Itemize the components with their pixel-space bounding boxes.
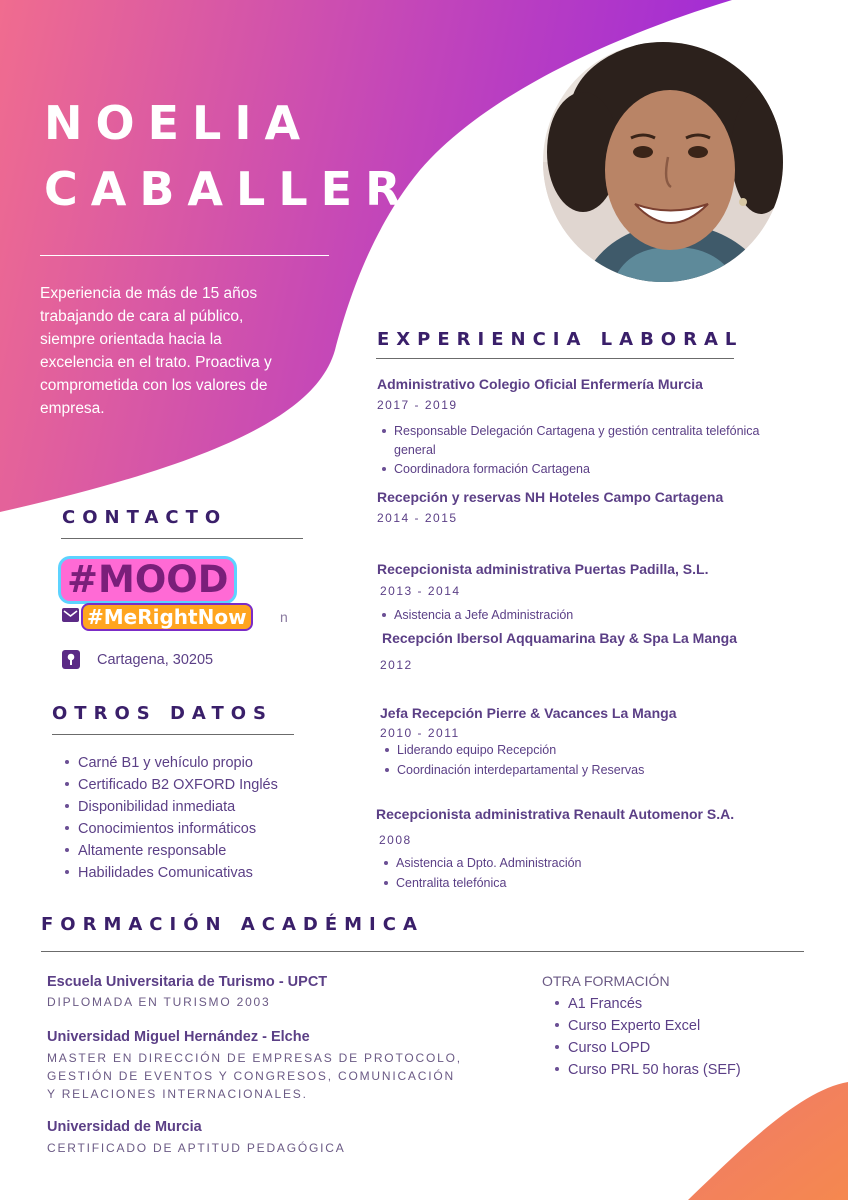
name-last: CABALLERO: [44, 162, 466, 216]
list-item: Disponibilidad inmediata: [65, 796, 278, 818]
job-bullet: Coordinación interdepartamental y Reservas: [385, 761, 644, 780]
job-years: 2013 - 2014: [380, 584, 461, 598]
otros-divider: [52, 734, 294, 735]
list-item: Carné B1 y vehículo propio: [65, 752, 278, 774]
job-years: 2010 - 2011: [380, 726, 460, 740]
other-training-list: [555, 993, 741, 1081]
contact-heading: CONTACTO: [62, 507, 228, 528]
education-degree: MASTER EN DIRECCIÓN DE EMPRESAS DE PROTOCOLO,: [47, 1051, 462, 1065]
job-bullet: Asistencia a Jefe Administración: [382, 606, 573, 625]
job-bullet: Liderando equipo Recepción: [385, 741, 556, 760]
job-bullet: Coordinadora formación Cartagena: [382, 460, 590, 479]
other-training-heading: OTRA FORMACIÓN: [542, 973, 670, 989]
job-bullet: Responsable Delegación Cartagena y gestión centralita telefónica: [382, 422, 760, 441]
list-item: Certificado B2 OXFORD Inglés: [65, 774, 278, 796]
job-title: Recepcionista administrativa Puertas Padilla, S.L.: [377, 561, 709, 577]
profile-summary: Experiencia de más de 15 años trabajando de cara al público, siempre orientada hacia la excelencia en el trato. Proactiva y comprometida con los valores de empresa.: [40, 285, 272, 417]
email-icon: [62, 608, 79, 627]
education-school: Universidad de Murcia: [47, 1119, 202, 1135]
otros-list: [65, 752, 278, 884]
list-item: Altamente responsable: [65, 840, 278, 862]
education-degree: DIPLOMADA EN TURISMO 2003: [47, 995, 271, 1009]
education-divider: [41, 951, 804, 952]
job-years: 2017 - 2019: [377, 398, 458, 412]
list-item: A1 Francés: [555, 993, 741, 1015]
profile-photo: [543, 42, 783, 282]
job-years: 2008: [379, 833, 412, 847]
list-item: Curso PRL 50 horas (SEF): [555, 1059, 741, 1081]
name-first: NOELIA: [44, 96, 314, 150]
email-text-tail: n: [280, 609, 288, 625]
list-item: Conocimientos informáticos: [65, 818, 278, 840]
job-title: Recepción Ibersol Aqquamarina Bay & Spa La Manga: [382, 630, 738, 646]
job-title: Administrativo Colegio Oficial Enfermería Murcia: [377, 376, 703, 392]
location-text: Cartagena, 30205: [97, 652, 214, 668]
location-pin-icon: [62, 650, 80, 674]
name-divider: [40, 255, 329, 256]
job-years: 2014 - 2015: [377, 511, 458, 525]
education-school: Escuela Universitaria de Turismo - UPCT: [47, 974, 328, 990]
job-bullet-continued: general: [394, 443, 436, 457]
otros-heading: OTROS DATOS: [52, 703, 273, 724]
contact-divider: [61, 538, 303, 539]
job-bullet: Asistencia a Dpto. Administración: [384, 854, 582, 873]
merightnow-sticker: #MeRightNow: [81, 603, 253, 631]
list-item: Curso Experto Excel: [555, 1015, 741, 1037]
job-bullet: Centralita telefónica: [384, 874, 506, 893]
job-years: 2012: [380, 658, 413, 672]
job-title: Jefa Recepción Pierre & Vacances La Manga: [380, 705, 677, 721]
bottom-corner-wave: [688, 1082, 848, 1200]
education-school: Universidad Miguel Hernández - Elche: [47, 1029, 310, 1045]
list-item: Curso LOPD: [555, 1037, 741, 1059]
experience-heading: EXPERIENCIA LABORAL: [377, 329, 744, 350]
list-item: Habilidades Comunicativas: [65, 862, 278, 884]
education-degree: CERTIFICADO DE APTITUD PEDAGÓGICA: [47, 1141, 346, 1155]
mood-sticker: #MOOD: [58, 556, 237, 604]
job-title: Recepcionista administrativa Renault Automenor S.A.: [376, 806, 735, 822]
education-heading: FORMACIÓN ACADÉMICA: [41, 914, 424, 935]
job-title: Recepción y reservas NH Hoteles Campo Cartagena: [377, 489, 724, 505]
education-degree: GESTIÓN DE EVENTOS Y CONGRESOS, COMUNICACIÓN: [47, 1069, 455, 1083]
experience-divider: [376, 358, 734, 359]
education-degree: Y RELACIONES INTERNACIONALES.: [47, 1087, 308, 1101]
